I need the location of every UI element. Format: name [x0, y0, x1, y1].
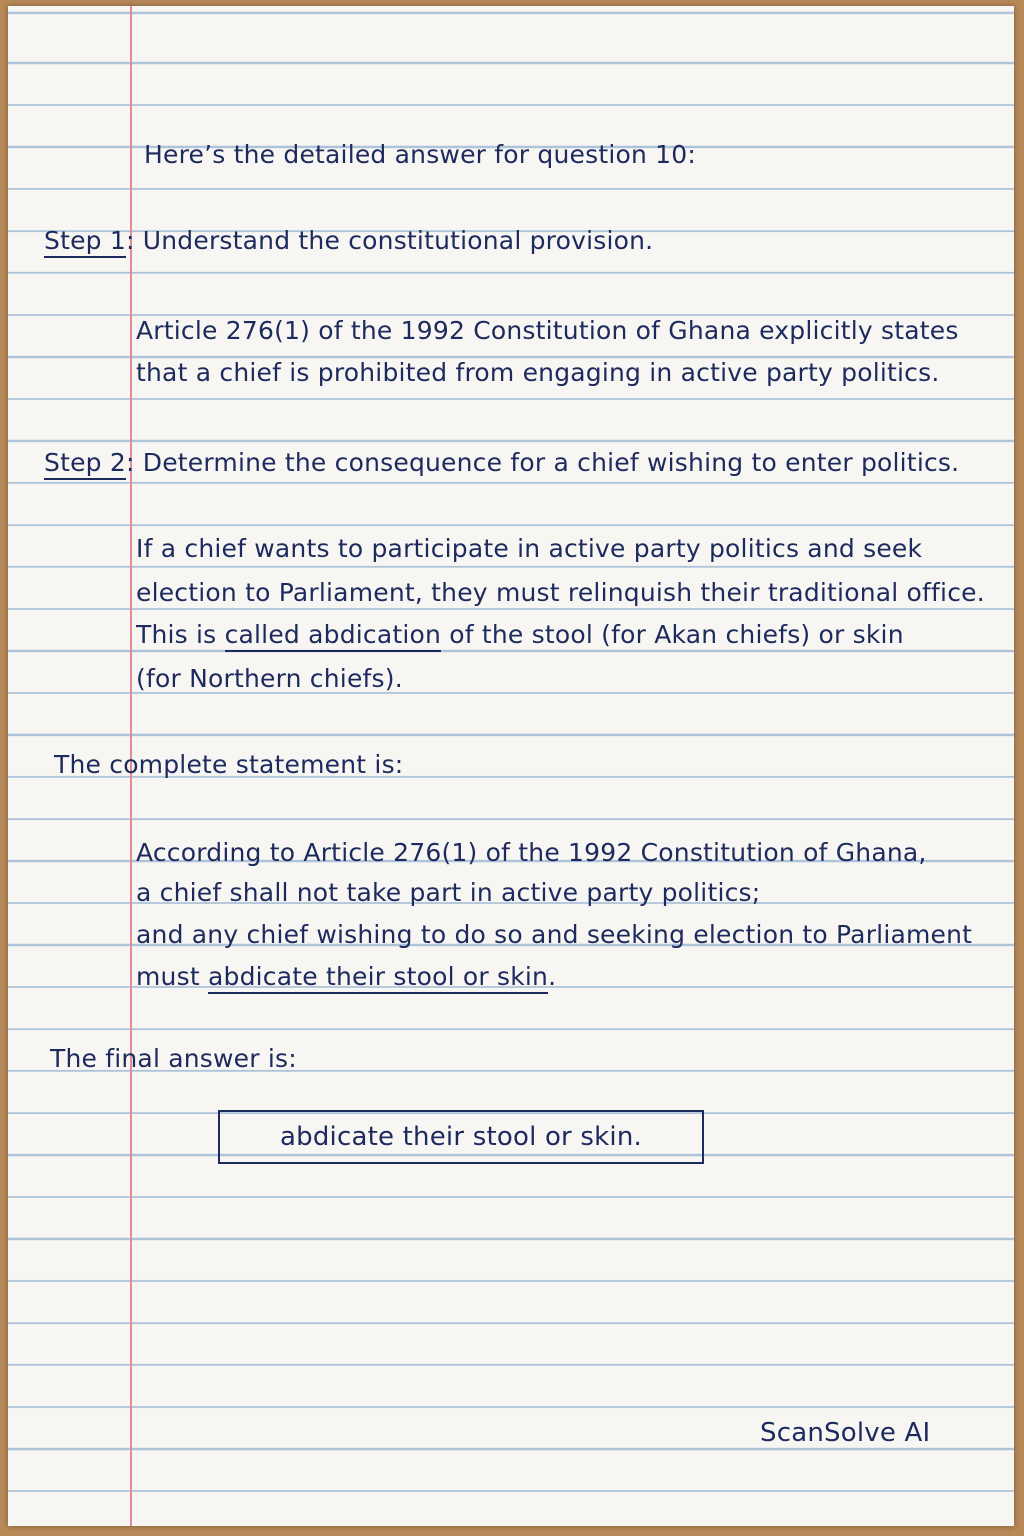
step1-line-2: that a chief is prohibited from engaging in active party politics.: [136, 358, 940, 387]
complete-heading: The complete statement is:: [54, 750, 404, 779]
watermark-label: ScanSolve AI: [760, 1418, 931, 1448]
step2-line-2: election to Parliament, they must relinquish their traditional office.: [136, 578, 985, 607]
step2-line-3-suffix: of the stool (for Akan chiefs) or skin: [449, 620, 904, 649]
step2-line-1: If a chief wants to participate in active party politics and seek: [136, 534, 923, 563]
step2-title: : Determine the consequence for a chief wishing to enter politics.: [125, 448, 960, 477]
complete-line-1: According to Article 276(1) of the 1992 Constitution of Ghana,: [136, 838, 927, 867]
abdication-underlined: called abdication: [225, 620, 442, 652]
complete-line-4-prefix: must: [136, 962, 200, 991]
step2-label: Step 2: [44, 448, 126, 480]
final-answer-box: [218, 1110, 704, 1164]
step1-line-1: Article 276(1) of the 1992 Constitution of Ghana explicitly states: [136, 316, 959, 345]
step2-line-4: (for Northern chiefs).: [136, 664, 403, 693]
step2-line-3: [136, 618, 904, 652]
intro-heading: Here’s the detailed answer for question 10:: [144, 140, 696, 169]
step1-title: : Understand the constitutional provision.: [125, 226, 654, 255]
complete-line-4: [136, 960, 556, 994]
complete-line-4-suffix: .: [548, 962, 557, 991]
complete-line-2: a chief shall not take part in active party politics;: [136, 878, 761, 907]
step2-heading: [44, 446, 959, 480]
notebook-page: [8, 6, 1014, 1526]
final-heading: The final answer is:: [50, 1044, 297, 1073]
step1-heading: [44, 224, 653, 258]
step1-label: Step 1: [44, 226, 126, 258]
final-answer: abdicate their stool or skin.: [280, 1122, 642, 1152]
complete-line-3: and any chief wishing to do so and seeking election to Parliament: [136, 920, 973, 949]
abdicate-underlined: abdicate their stool or skin: [208, 962, 548, 994]
step2-line-3-prefix: This is: [136, 620, 217, 649]
